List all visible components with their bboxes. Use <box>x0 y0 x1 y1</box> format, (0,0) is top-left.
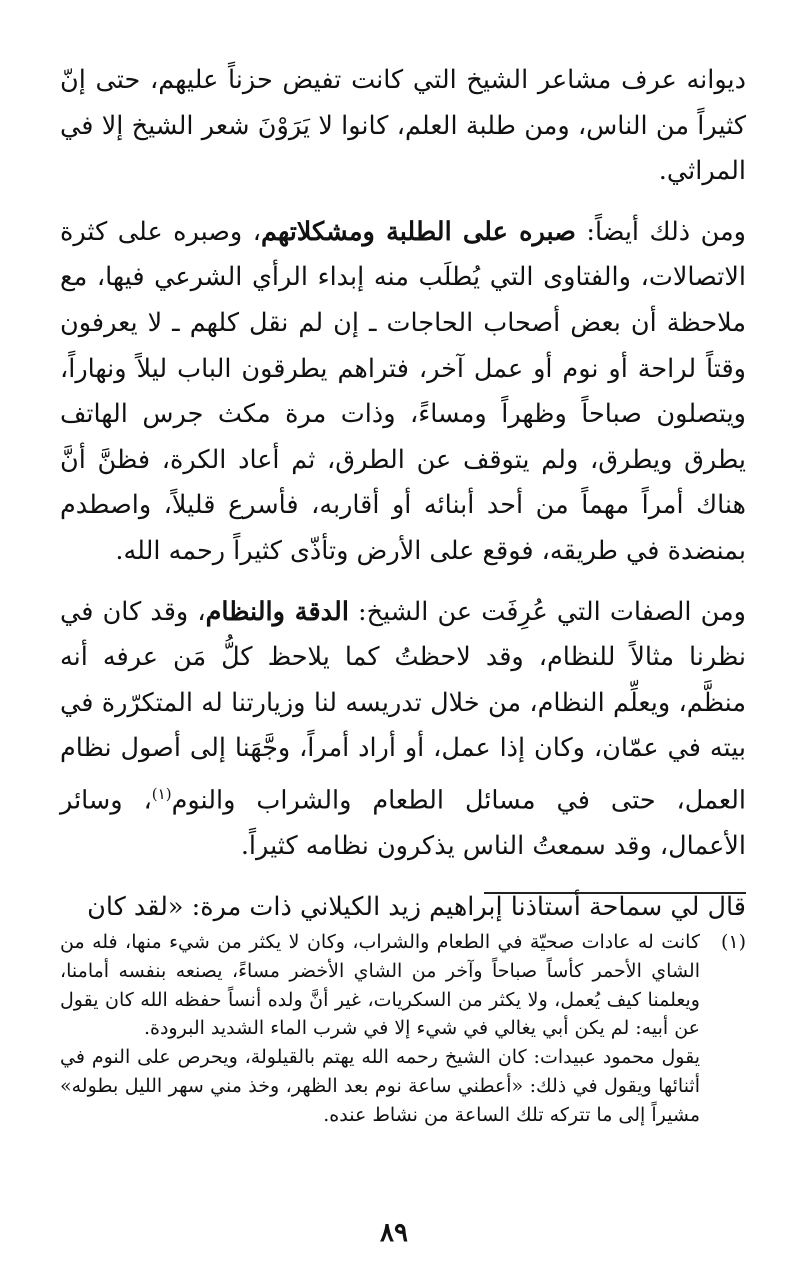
main-text <box>60 58 746 930</box>
footnotes <box>60 928 746 1130</box>
paragraph-2-highlight: صبره على الطلبة ومشكلاتهم <box>260 216 576 247</box>
paragraph-4: قال لي سماحة أستاذنا إبراهيم زيد الكيلاني ذات مرة: «لقد كان <box>87 891 746 922</box>
footnote-reference[interactable]: (١) <box>151 784 172 803</box>
paragraph-3-highlight: الدقة والنظام <box>205 596 349 627</box>
footnote-1 <box>60 928 746 1130</box>
paragraph-3-body: ، وقد كان في نظرنا مثالاً للنظام، وقد لاحظتُ كما يلاحظ كلُّ مَن عرفه أنه منظَّم، ويعلِّم النظام، من خلال تدريسه لنا وزيارتنا له المتكرّرة في بيته في عمّان، وكان إذا عمل، أو أراد أمراً، وجَّهَنا إلى أصول نظام العمل، حتى في مسائل الطعام والشراب والنوم <box>60 596 746 816</box>
footnote-text-2: يقول محمود عبيدات: كان الشيخ رحمه الله يهتم بالقيلولة، ويحرص على النوم في أثنائها ويقول في ذلك: «أعطني ساعة نوم بعد الظهر، وخذ مني سهر الليل بطوله» مشيراً إلى ما تتركه تلك الساعة من نشاط عنده. <box>60 1046 700 1126</box>
paragraph-2 <box>60 210 746 575</box>
paragraph-1: ديوانه عرف مشاعر الشيخ التي كانت تفيض حزناً عليهم، حتى إنّ كثيراً من الناس، ومن طلبة العلم، كانوا لا يَرَوْنَ شعر الشيخ إلا في المراثي. <box>60 65 746 187</box>
footnote-divider <box>484 892 746 894</box>
page-number: ٨٩ <box>380 1218 408 1248</box>
paragraph-3-body-end: ، وسائر الأعمال، وقد سمعتُ الناس يذكرون نظامه كثيراً. <box>60 785 746 861</box>
paragraph-3 <box>60 590 746 870</box>
footnote-number: (١) <box>720 931 746 953</box>
footnote-text-1: كانت له عادات صحيّة في الطعام والشراب، وكان لا يكثر من شيء منها، فله من الشاي الأحمر كأساً صباحاً وآخر من الشاي الأخضر مساءً، يصنعه بنفسه أمامنا، ويعلمنا كيف يُعمل، ولا يكثر من السكريات، غير أنَّ ولده أنساً حفظه الله كان يقول عن أبيه: لم يكن أبي يغالي في شيء إلا في شرب الماء الشديد البرودة. <box>60 931 700 1040</box>
paragraph-3-intro: ومن الصفات التي عُرِفَت عن الشيخ: <box>348 596 746 627</box>
paragraph-2-intro: ومن ذلك أيضاً: <box>575 216 746 247</box>
paragraph-2-body: ، وصبره على كثرة الاتصالات، والفتاوى التي يُطلَب منه إبداء الرأي الشرعي فيها، مع ملاحظة أن بعض أصحاب الحاجات ـ إن لم نقل كلهم ـ لا يعرفون وقتاً لراحة أو نوم أو عمل آخر، فتراهم يطرقون الباب ليلاً ونهاراً، ويتصلون صباحاً وظهراً ومساءً، وذات مرة مكث جرس الهاتف يطرق ويطرق، ولم يتوقف عن الطرق، ثم أعاد الكرة، فظنَّ أنَّ هناك أمراً مهماً من أحد أبنائه أو أقاربه، فأسرع قليلاً، واصطدم بمنضدة في طريقه، فوقع على الأرض وتأذّى كثيراً رحمه الله. <box>60 216 746 566</box>
